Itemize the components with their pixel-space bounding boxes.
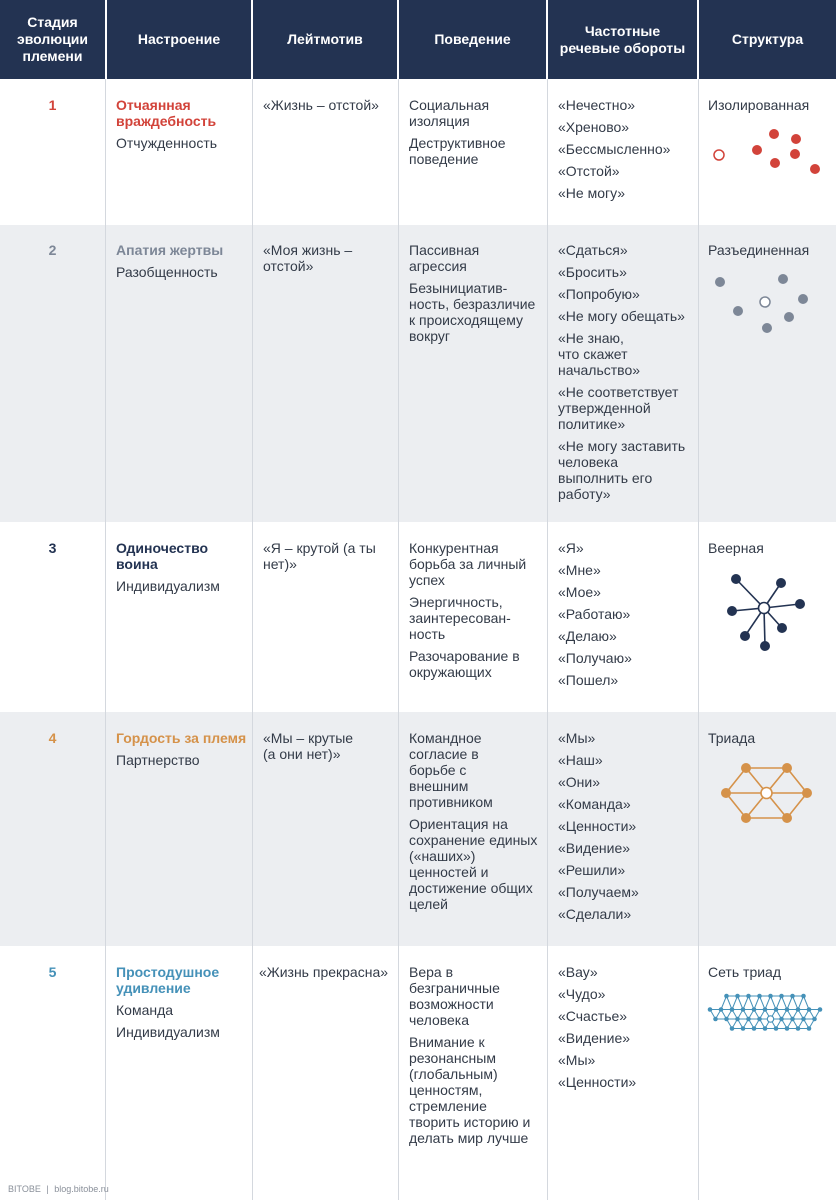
lattice-node — [812, 1017, 817, 1022]
mood-cell — [116, 730, 248, 768]
structure-label: Сеть триад — [708, 964, 782, 980]
lattice-node — [713, 1017, 718, 1022]
lattice-node — [790, 994, 795, 999]
phrase-item: «Попробую» — [558, 286, 640, 302]
mood-title: Простодушное удивление — [116, 964, 220, 996]
phrase-item: «Нечестно» — [558, 97, 636, 113]
phrase-item: «Мы» — [558, 1052, 596, 1068]
lattice-node — [724, 1017, 729, 1022]
lattice-node — [818, 1007, 823, 1012]
lattice-node — [757, 994, 762, 999]
lattice-node — [807, 1007, 812, 1012]
phrase-item: «Команда» — [558, 796, 631, 812]
mood-subtitle: Индивидуализм — [116, 1024, 220, 1040]
motif-text: «Жизнь – отстой» — [263, 97, 379, 113]
phrase-item: «Мне» — [558, 562, 601, 578]
behavior-cell — [409, 730, 539, 918]
phrase-item: «Сделали» — [558, 906, 632, 922]
phrase-item: «Видение» — [558, 840, 631, 856]
behavior-item: Внимание к резонансным (глобальным) ценностям, стремление творить историю и делать мир лучше — [409, 1034, 531, 1146]
header-phrases: Частотные речевые обороты — [559, 22, 686, 56]
lattice-node — [807, 1026, 812, 1031]
phrase-item: «Пошел» — [558, 672, 619, 688]
lattice-node — [735, 994, 740, 999]
footer-brand: BITOBE — [8, 1184, 41, 1194]
phrase-item: «Чудо» — [558, 986, 606, 1002]
lattice-node — [774, 1007, 779, 1012]
lattice-node — [746, 994, 751, 999]
lattice-node — [790, 1017, 795, 1022]
stage-number: 3 — [48, 540, 57, 556]
behavior-item: Безынициатив-ность, безразличие к происходящему вокруг — [409, 280, 536, 344]
triad-network-icon — [708, 756, 828, 836]
mood-subtitle: Отчужденность — [116, 135, 218, 151]
behavior-cell — [409, 242, 537, 350]
phrase-item: «Счастье» — [558, 1008, 628, 1024]
header-motif: Лейтмотив — [287, 31, 363, 47]
phrase-item: «Они» — [558, 774, 601, 790]
lattice-node — [779, 994, 784, 999]
structure-label: Разъединенная — [708, 242, 810, 258]
mood-subtitle: Индивидуализм — [116, 578, 220, 594]
stage-number: 1 — [48, 97, 57, 113]
scattered-dots-icon — [708, 269, 828, 339]
behavior-item: Социальная изоляция — [409, 97, 490, 129]
phrase-item: «Не могу» — [558, 185, 626, 201]
phrase-item: «Делаю» — [558, 628, 617, 644]
triad-web-icon — [704, 990, 830, 1042]
lattice-node — [719, 1007, 724, 1012]
phrase-item: «Ценности» — [558, 818, 637, 834]
phrase-item: «Ценности» — [558, 1074, 637, 1090]
lattice-node — [768, 994, 773, 999]
phrase-item: «Работаю» — [558, 606, 631, 622]
behavior-item: Разочарование в окружающих — [409, 648, 520, 680]
mood-subtitle: Команда — [116, 1002, 174, 1018]
phrase-item: «Я» — [558, 540, 584, 556]
behavior-item: Пассивная агрессия — [409, 242, 480, 274]
phrases-cell — [558, 97, 694, 207]
motif-text: «Жизнь прекрасна» — [259, 964, 389, 980]
phrase-item: «Отстой» — [558, 163, 620, 179]
lattice-node — [785, 1026, 790, 1031]
lattice-node — [801, 1017, 806, 1022]
stage-number: 5 — [48, 964, 57, 980]
table-row — [0, 712, 836, 946]
header-structure: Структура — [731, 31, 804, 47]
footer: BITOBE | blog.bitobe.ru — [8, 1184, 109, 1194]
lattice-node — [724, 994, 729, 999]
motif-text: «Моя жизнь – отстой» — [263, 242, 353, 274]
lattice-node — [757, 1017, 762, 1022]
phrase-item: «Бросить» — [558, 264, 627, 280]
lattice-node — [730, 1007, 735, 1012]
phrase-item: «Не могу обещать» — [558, 308, 685, 324]
mood-title: Апатия жертвы — [116, 242, 224, 258]
lattice-node — [708, 1007, 713, 1012]
behavior-item: Вера в безграничные возможности человека — [409, 964, 500, 1028]
lattice-node — [774, 1026, 779, 1031]
lattice-node — [752, 1007, 757, 1012]
structure-label: Веерная — [708, 540, 764, 556]
motif-text: «Мы – крутые (а они нет)» — [263, 730, 354, 762]
header-behavior: Поведение — [434, 31, 511, 47]
phrases-cell — [558, 540, 694, 694]
behavior-item: Конкурентная борьба за личный успех — [409, 540, 527, 588]
table-header — [0, 0, 836, 79]
phrase-item: «Не могу заставить человека выполнить его работу» — [558, 438, 686, 502]
motif-text: «Я – крутой (а ты нет)» — [263, 540, 376, 572]
lattice-node — [796, 1026, 801, 1031]
behavior-cell — [409, 97, 543, 173]
phrase-item: «Видение» — [558, 1030, 631, 1046]
lattice-node — [801, 994, 806, 999]
lattice-node — [796, 1007, 801, 1012]
behavior-item: Деструктивное поведение — [409, 135, 506, 167]
phrases-cell — [558, 964, 694, 1096]
phrases-cell — [558, 242, 694, 508]
mood-cell — [116, 540, 248, 594]
lattice-node — [730, 1026, 735, 1031]
phrase-item: «Вау» — [558, 964, 598, 980]
behavior-item: Энергичность, заинтересован-ность — [409, 594, 511, 642]
isolated-dots-icon — [708, 124, 828, 184]
fan-network-icon — [708, 566, 828, 656]
structure-label: Изолированная — [708, 97, 810, 113]
lattice-node — [763, 1007, 768, 1012]
mood-cell — [116, 964, 248, 1040]
phrase-item: «Получаю» — [558, 650, 632, 666]
table-row — [0, 522, 836, 712]
behavior-cell — [409, 540, 539, 686]
phrase-item: «Не знаю, что скажет начальство» — [558, 330, 641, 378]
behavior-item: Командное согласие в борьбе с внешним противником — [409, 730, 493, 810]
structure-label: Триада — [708, 730, 756, 746]
mood-title: Одиночество воина — [116, 540, 209, 572]
mood-title: Гордость за племя — [116, 730, 247, 746]
mood-subtitle: Партнерство — [116, 752, 200, 768]
table-row — [0, 946, 836, 1200]
footer-site: blog.bitobe.ru — [54, 1184, 109, 1194]
lattice-node — [763, 1026, 768, 1031]
lattice-node — [779, 1017, 784, 1022]
lattice-node — [735, 1017, 740, 1022]
header-stage: Стадия эволюции племени — [16, 14, 89, 64]
stage-number: 4 — [48, 730, 57, 746]
lattice-node — [741, 1007, 746, 1012]
lattice-center-node — [767, 1016, 773, 1022]
phrase-item: «Сдаться» — [558, 242, 628, 258]
phrase-item: «Бессмысленно» — [558, 141, 671, 157]
lattice-node — [746, 1017, 751, 1022]
behavior-cell — [409, 964, 539, 1152]
table-row — [0, 80, 836, 225]
mood-title: Отчаянная враждебность — [116, 97, 217, 129]
stage-number: 2 — [48, 242, 57, 258]
phrase-item: «Хреново» — [558, 119, 630, 135]
table-row — [0, 225, 836, 522]
phrase-item: «Получаем» — [558, 884, 639, 900]
phrase-item: «Не соответствует утвержденной политике» — [558, 384, 679, 432]
phrase-item: «Мы» — [558, 730, 596, 746]
behavior-item: Ориентация на сохранение единых («наших») ценностей и достижение общих целей — [409, 816, 538, 912]
phrase-item: «Наш» — [558, 752, 603, 768]
phrase-item: «Решили» — [558, 862, 626, 878]
lattice-node — [741, 1026, 746, 1031]
phrase-item: «Мое» — [558, 584, 601, 600]
mood-subtitle: Разобщенность — [116, 264, 218, 280]
mood-cell — [116, 242, 248, 280]
lattice-node — [785, 1007, 790, 1012]
lattice-node — [752, 1026, 757, 1031]
header-mood: Настроение — [137, 31, 221, 47]
mood-cell — [116, 97, 248, 151]
phrases-cell — [558, 730, 694, 928]
